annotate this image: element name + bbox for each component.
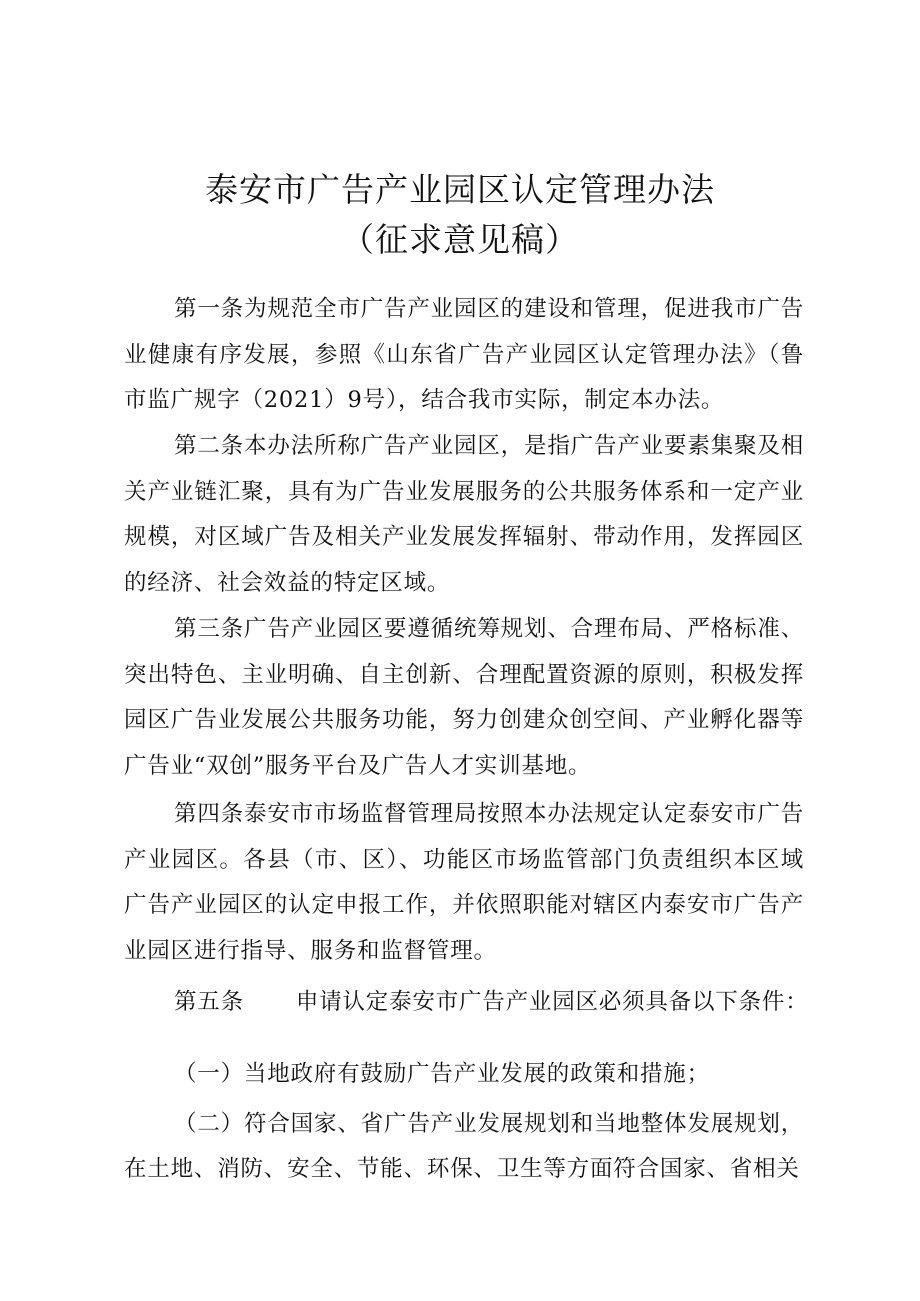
condition-item: （二）符合国家、省广告产业发展规划和当地整体发展规划，在土地、消防、安全、节能、环保、卫生等方面符合国家、省相关 [124, 1110, 804, 1182]
paragraph: 第三条广告产业园区要遵循统筹规划、合理布局、严格标准、突出特色、主业明确、自主创新、合理配置资源的原则，积极发挥园区广告业发展公共服务功能，努力创建众创空间、产业孵化器等广告业“双创”服务平台及广告人才实训基地。 [124, 616, 804, 779]
article-5-label: 第五条 [174, 989, 244, 1015]
document-title: 泰安市广告产业园区认定管理办法 [205, 170, 715, 209]
article-3 [124, 607, 804, 789]
document-subtitle: （征求意见稿） [341, 220, 579, 259]
article-2 [124, 424, 804, 606]
article-5 [174, 984, 809, 1020]
article-1 [124, 287, 804, 424]
paragraph: 第一条为规范全市广告产业园区的建设和管理，促进我市广告业健康有序发展，参照《山东省广告产业园区认定管理办法》（鲁市监广规字（2021）9号），结合我市实际，制定本办法。 [124, 296, 804, 413]
paragraph: 第二条本办法所称广告产业园区，是指广告产业要素集聚及相关产业链汇聚，具有为广告业发展服务的公共服务体系和一定产业规模，对区域广告及相关产业发展发挥辐射、带动作用，发挥园区的经济、社会效益的特定区域。 [124, 433, 804, 596]
conditions-list [124, 1052, 804, 1193]
paragraph: 第四条泰安市市场监督管理局按照本办法规定认定泰安市广告产业园区。各县（市、区）、功能区市场监管部门负责组织本区域广告产业园区的认定申报工作，并依照职能对辖区内泰安市广告产业园区进行指导、服务和监督管理。 [124, 801, 804, 964]
condition-item: （一）当地政府有鼓励广告产业发展的政策和措施； [174, 1061, 710, 1087]
article-4 [124, 792, 804, 974]
article-5-text: 申请认定泰安市广告产业园区必须具备以下条件： [295, 989, 809, 1015]
